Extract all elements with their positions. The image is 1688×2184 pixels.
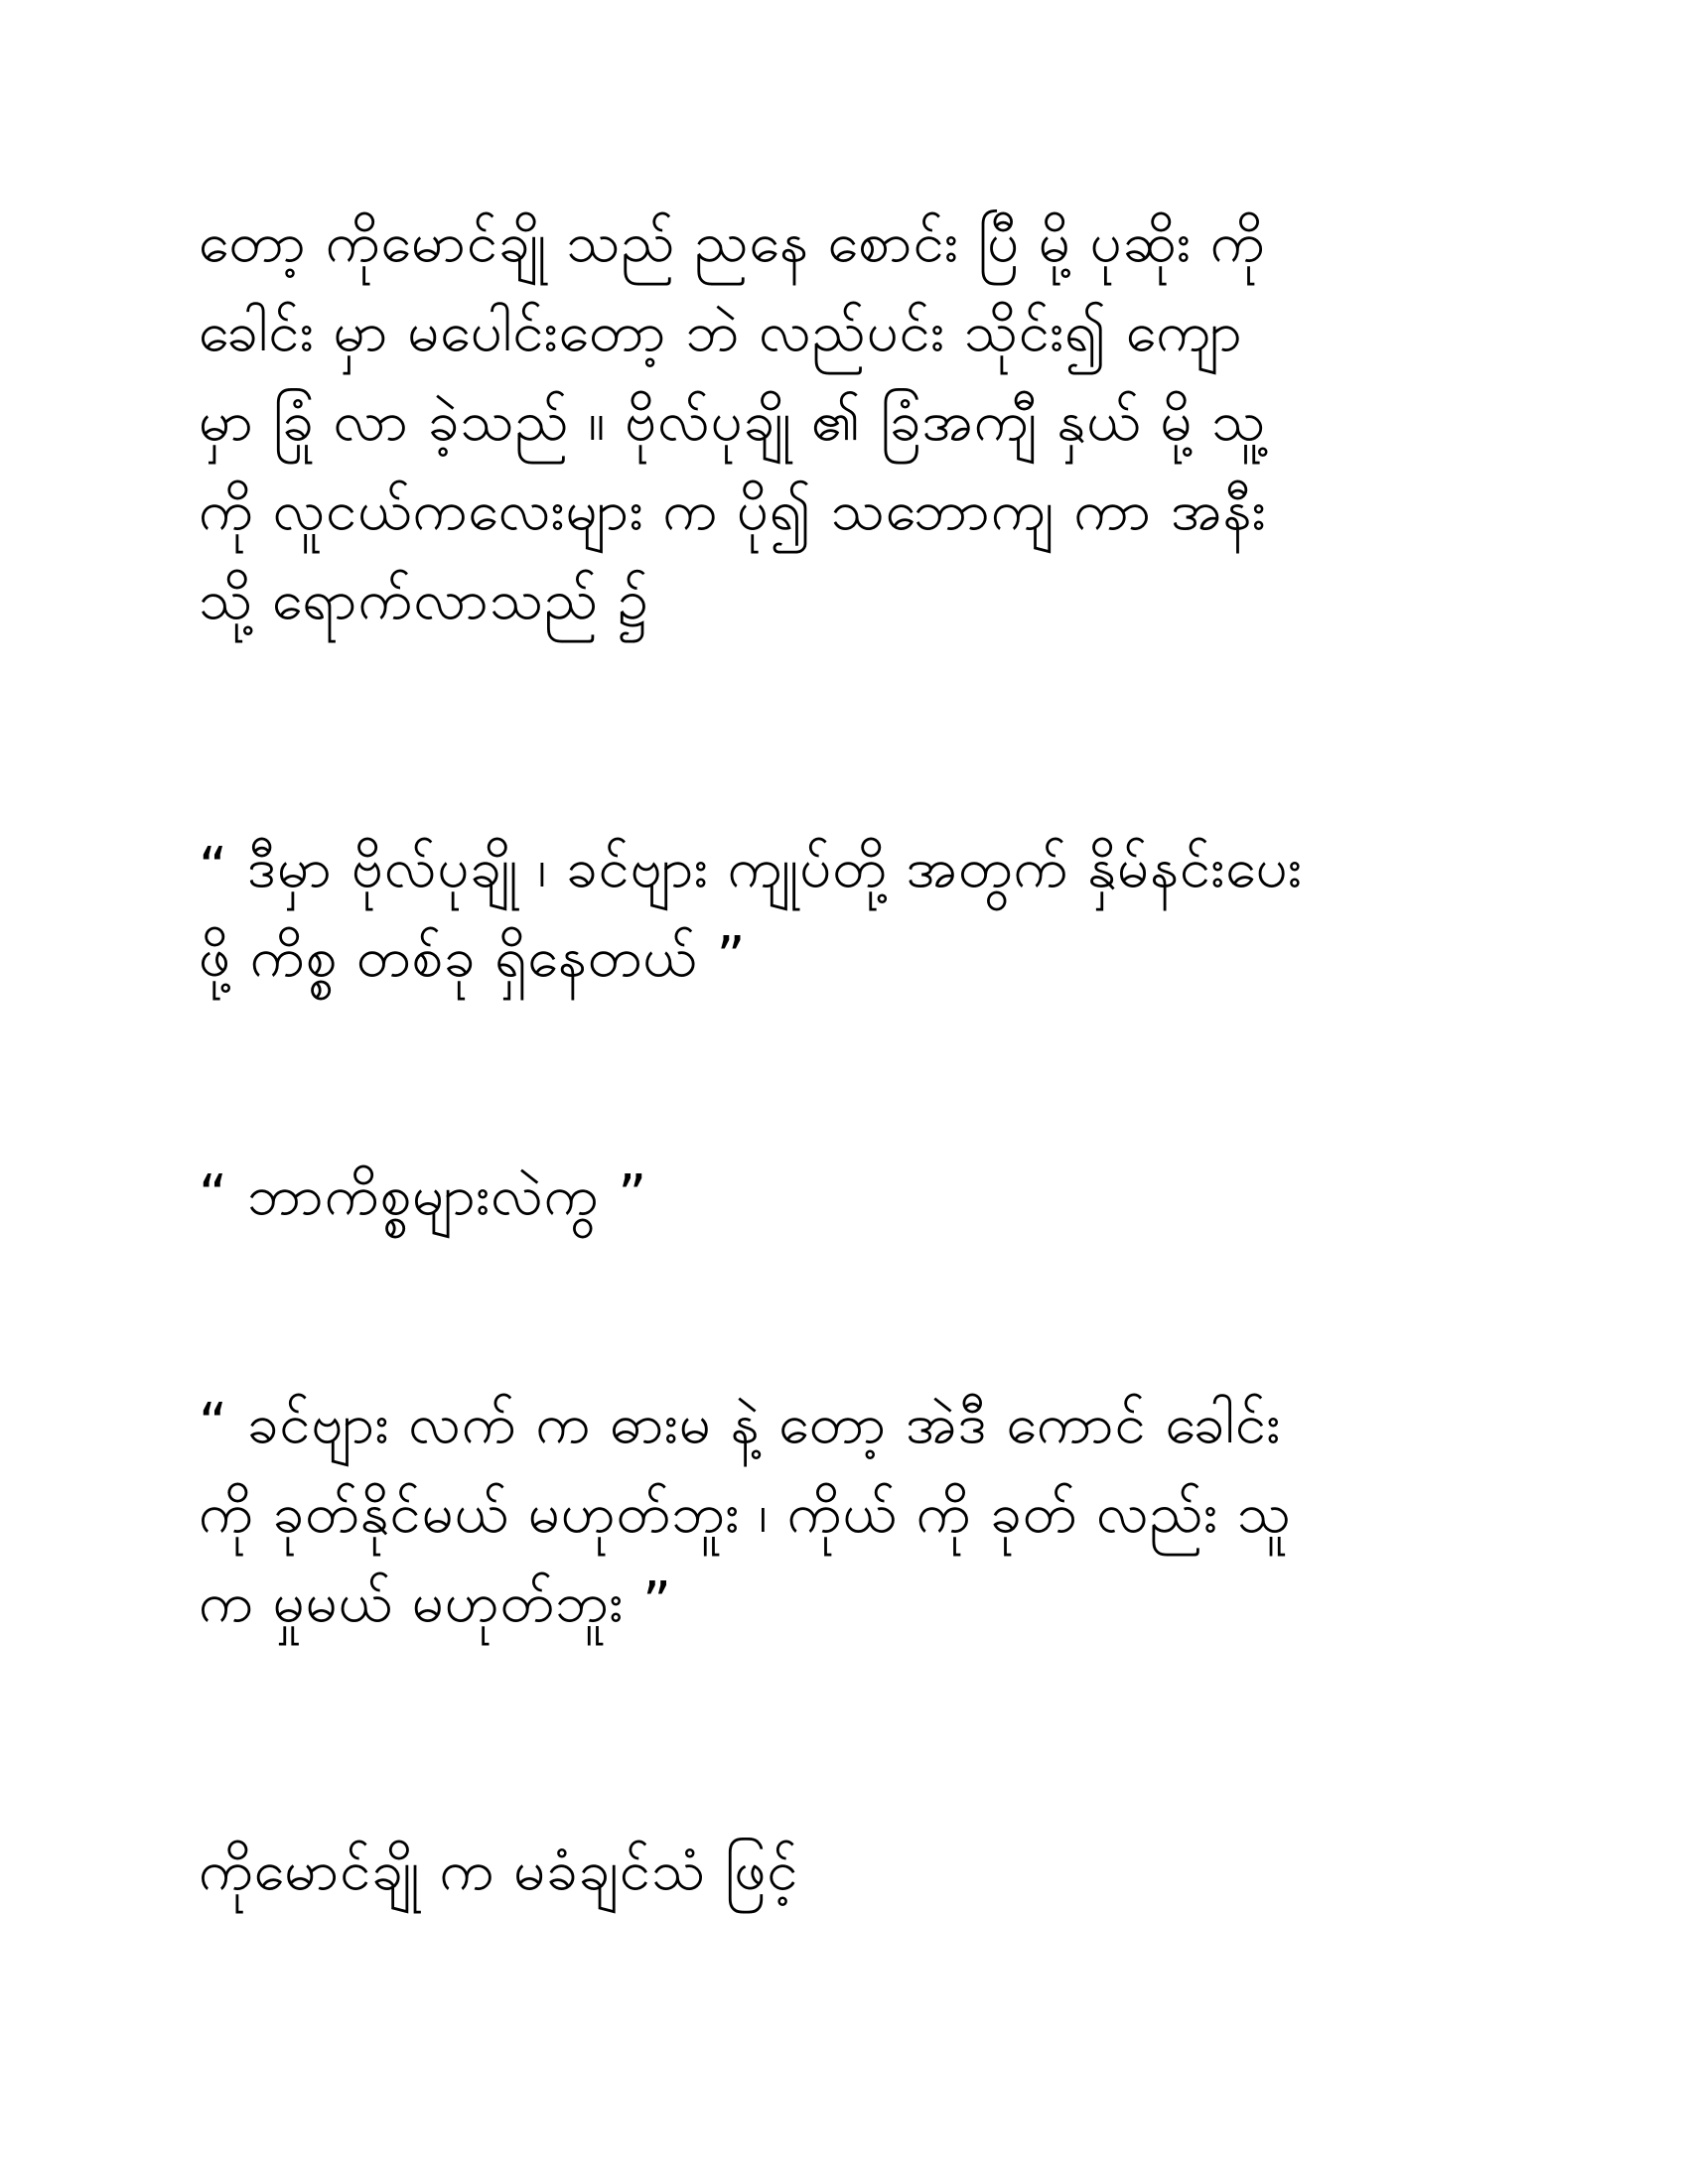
text-line: “ ခင်ဗျား လက် က ဓားမ နဲ့ တော့ အဲဒီ ကောင် ခေါင်း	[199, 1392, 1282, 1456]
text-line: ဖို့ ကိစ္စ တစ်ခု ရှိနေတယ် ”	[199, 925, 747, 990]
text-line: သို့ ရောက်လာသည် ၌	[199, 568, 649, 632]
paragraph-narration-1	[199, 199, 1509, 645]
text-line: “ ဘာကိစ္စများလဲကွ ”	[199, 1163, 648, 1228]
text-line: “ ဒီမှာ ဗိုလ်ပုချို ၊ ခင်ဗျား ကျုပ်တို့ အတွက် နှိမ်နင်းပေး	[199, 836, 1303, 900]
paragraph-narration-2	[199, 1827, 1509, 1916]
paragraph-dialogue-3	[199, 1380, 1509, 1648]
text-line: ကို ခုတ်နိုင်မယ် မဟုတ်ဘူး ၊ ကိုယ် ကို ခုတ် လည်း သူ	[199, 1481, 1292, 1546]
paragraph-dialogue-2	[199, 1152, 1509, 1241]
text-line: ကိုမောင်ချို က မခံချင်သံ ဖြင့်	[199, 1839, 799, 1903]
text-line: ကို လူငယ်ကလေးများ က ပို၍ သဘောကျ ကာ အနီး	[199, 478, 1267, 543]
text-line: မှာ ခြုံ လာ ခဲ့သည် ။ ဗိုလ်ပုချို ၏ ခြံအကျီ နှယ် မို့ သူ့	[199, 389, 1267, 454]
text-line: ခေါင်း မှာ မပေါင်းတော့ ဘဲ လည်ပင်း သိုင်း၍ ကျော	[199, 300, 1243, 364]
text-line: က မှုမယ် မဟုတ်ဘူး ”	[199, 1570, 673, 1635]
paragraph-dialogue-1	[199, 824, 1509, 1003]
text-line: တော့ ကိုမောင်ချို သည် ညနေ စောင်း ပြီ မို့ ပုဆိုး ကို	[199, 210, 1266, 275]
